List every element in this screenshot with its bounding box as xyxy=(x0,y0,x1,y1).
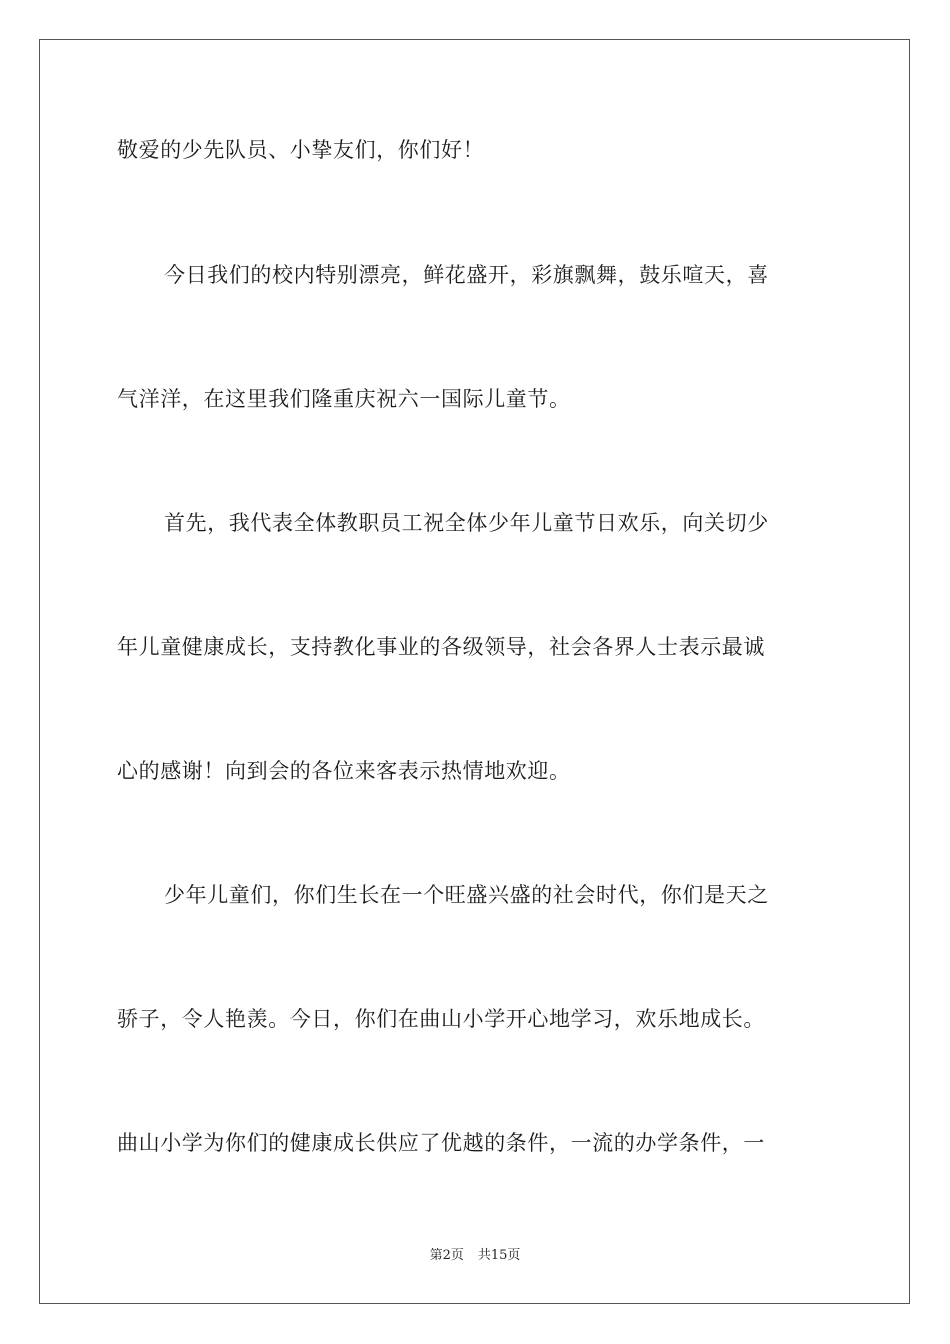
text-line: 骄子，令人艳羡。今日，你们在曲山小学开心地学习，欢乐地成长。 xyxy=(117,1007,765,1031)
text-line: 曲山小学为你们的健康成长供应了优越的条件，一流的办学条件，一 xyxy=(117,1131,765,1155)
page-number-total: 共15页 xyxy=(477,1248,521,1263)
text-line-paragraph-2-start: 首先，我代表全体教职员工祝全体少年儿童节日欢乐，向关切少 xyxy=(164,511,769,535)
page-number-current: 第2页 xyxy=(429,1248,464,1263)
text-line: 年儿童健康成长，支持教化事业的各级领导，社会各界人士表示最诚 xyxy=(117,635,765,659)
text-line: 心的感谢！向到会的各位来客表示热情地欢迎。 xyxy=(117,759,571,783)
text-line: 气洋洋，在这里我们隆重庆祝六一国际儿童节。 xyxy=(117,387,571,411)
text-line-paragraph-1-start: 今日我们的校内特别漂亮，鲜花盛开，彩旗飘舞，鼓乐喧天，喜 xyxy=(164,263,769,287)
text-line-greeting: 敬爱的少先队员、小挚友们，你们好！ xyxy=(117,138,485,162)
page-frame xyxy=(39,39,910,1304)
text-line-paragraph-3-start: 少年儿童们，你们生长在一个旺盛兴盛的社会时代，你们是天之 xyxy=(164,883,769,907)
page-footer xyxy=(0,1247,950,1265)
